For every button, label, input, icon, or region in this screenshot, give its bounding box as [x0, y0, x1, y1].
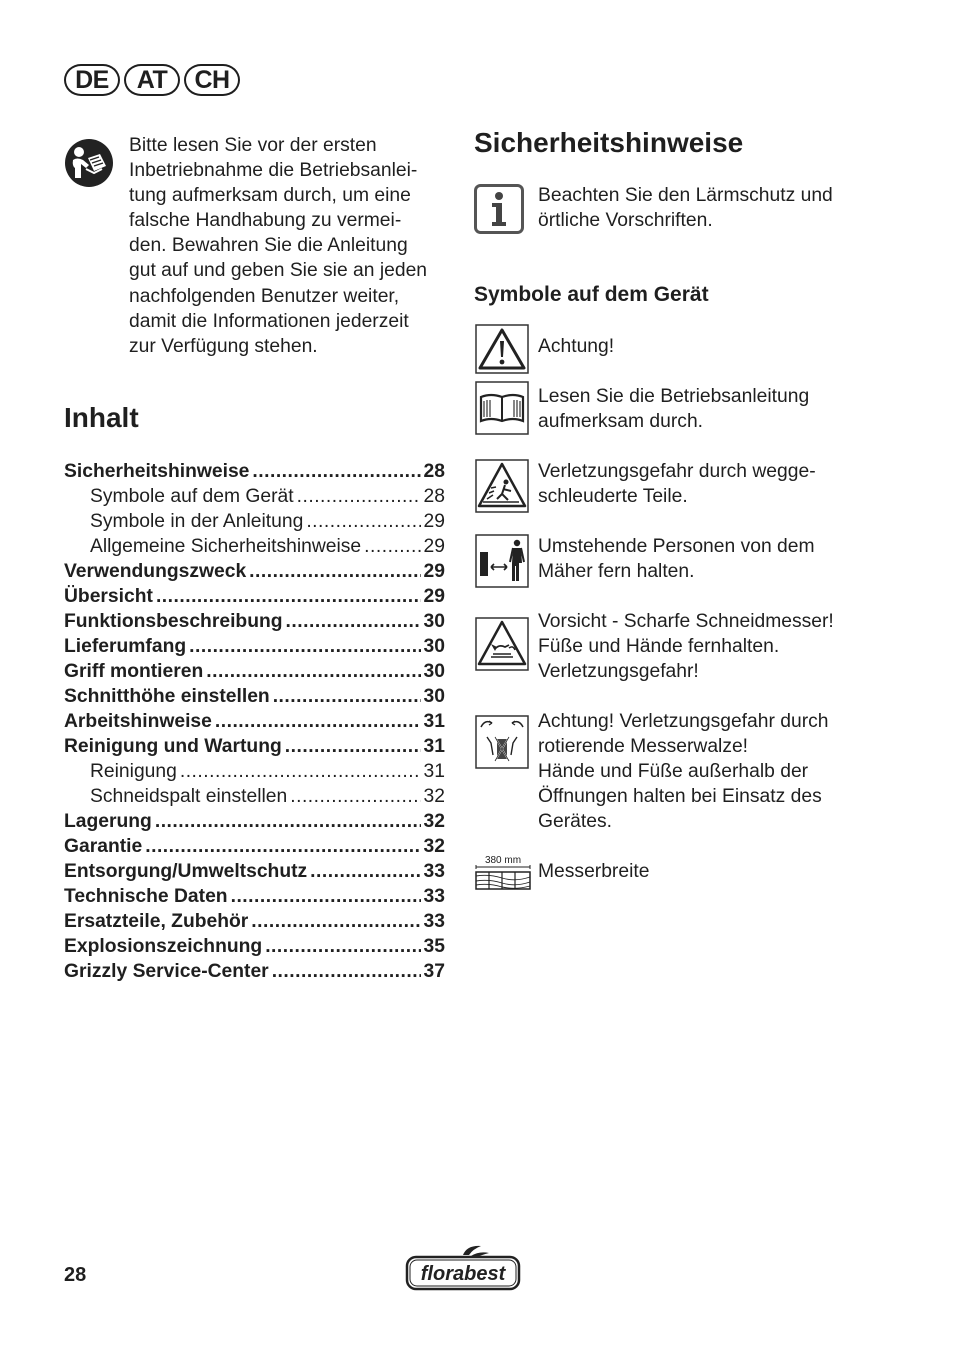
- toc-leader-dots: [180, 759, 421, 784]
- toc-entry[interactable]: [64, 634, 445, 659]
- country-badge-ch: CH: [184, 64, 240, 96]
- toc-leader-dots: [265, 934, 420, 959]
- open-book-icon: [475, 381, 529, 435]
- toc-leader-dots: [310, 859, 420, 884]
- toc-entry-label: Sicherheitshinweise: [64, 461, 250, 482]
- toc-entry-page: 32: [423, 811, 445, 832]
- toc-leader-dots: [156, 584, 421, 609]
- page-number: 28: [64, 1264, 87, 1286]
- toc-entry[interactable]: [64, 659, 445, 684]
- sharp-blades-icon: [475, 617, 529, 671]
- toc-entry-label: Ersatzteile, Zubehör: [64, 911, 249, 932]
- toc-entry-page: 33: [423, 886, 445, 907]
- toc-leader-dots: [206, 659, 420, 684]
- toc-entry-label: Griff montieren: [64, 661, 204, 682]
- intro-paragraph: Bitte lesen Sie vor der ersten Inbetriebnahme die Betriebsanlei- tung aufmerksam durch, um eine falsche Handhabung zu vermei- den. Bewahren Sie die Anleitung gut auf und geben Sie sie an jeden nachfolgenden Benutzer weiter, damit die Informationen jederzeit zur Verfügung stehen.: [129, 135, 428, 357]
- toc-entry-page: 30: [423, 661, 445, 682]
- toc-entry[interactable]: [64, 534, 445, 559]
- toc-entry-label: Arbeitshinweise: [64, 711, 212, 732]
- noise-protection-note: Beachten Sie den Lärmschutz und örtliche Vorschriften.: [538, 185, 833, 232]
- toc-entry[interactable]: [64, 459, 445, 484]
- symbol-text-warning: Achtung!: [538, 336, 615, 357]
- toc-entry-label: Übersicht: [64, 586, 153, 607]
- toc-entry[interactable]: [64, 909, 445, 934]
- info-icon: [474, 184, 524, 234]
- toc-entry[interactable]: [64, 784, 445, 809]
- toc-entry[interactable]: [64, 709, 445, 734]
- logo-wordmark: florabest: [420, 1263, 506, 1285]
- toc-entry[interactable]: [64, 884, 445, 909]
- toc-entry[interactable]: [64, 484, 445, 509]
- cutting-width-icon: [474, 852, 532, 892]
- country-badge-at: AT: [124, 64, 180, 96]
- toc-leader-dots: [306, 509, 420, 534]
- toc-leader-dots: [286, 609, 421, 634]
- toc-entry-page: 30: [423, 686, 445, 707]
- toc-entry[interactable]: [64, 559, 445, 584]
- toc-leader-dots: [290, 784, 420, 809]
- toc-entry[interactable]: [64, 759, 445, 784]
- toc-entry-page: 35: [423, 936, 445, 957]
- toc-entry-label: Explosionszeichnung: [64, 936, 263, 957]
- toc-leader-dots: [251, 909, 420, 934]
- country-badge-de: DE: [64, 64, 120, 96]
- toc-entry-label: Reinigung und Wartung: [64, 736, 282, 757]
- toc-entry-page: 37: [423, 961, 445, 982]
- toc-entry-page: 32: [423, 836, 445, 857]
- toc-entry-page: 28: [423, 486, 445, 507]
- toc-leader-dots: [249, 559, 420, 584]
- toc-leader-dots: [145, 834, 420, 859]
- toc-entry[interactable]: [64, 809, 445, 834]
- toc-entry[interactable]: [64, 859, 445, 884]
- toc-entry-label: Lagerung: [64, 811, 152, 832]
- toc-entry-page: 31: [423, 761, 445, 782]
- toc-leader-dots: [231, 884, 421, 909]
- toc-entry-label: Schnitthöhe einstellen: [64, 686, 270, 707]
- cutting-width-label: 380 mm: [484, 855, 522, 866]
- toc-entry-page: 32: [423, 786, 445, 807]
- toc-entry[interactable]: [64, 684, 445, 709]
- toc-entry-page: 28: [423, 461, 445, 482]
- toc-entry-page: 30: [423, 636, 445, 657]
- toc-entry[interactable]: [64, 934, 445, 959]
- toc-entry[interactable]: [64, 734, 445, 759]
- rotating-cylinder-icon: [475, 715, 529, 769]
- toc-entry-label: Verwendungszweck: [64, 561, 247, 582]
- toc-entry-label: Symbole auf dem Gerät: [90, 486, 294, 507]
- table-of-contents: [64, 459, 445, 984]
- florabest-logo: [405, 1243, 521, 1291]
- flying-debris-icon: [475, 459, 529, 513]
- contents-heading: Inhalt: [64, 402, 139, 433]
- toc-entry-page: 33: [423, 911, 445, 932]
- toc-entry-label: Reinigung: [90, 761, 177, 782]
- toc-entry-page: 29: [423, 511, 445, 532]
- symbol-text-keep-distance: Umstehende Personen von dem Mäher fern halten.: [538, 536, 815, 582]
- safety-heading: Sicherheitshinweise: [474, 127, 744, 158]
- toc-leader-dots: [155, 809, 421, 834]
- toc-entry-label: Technische Daten: [64, 886, 228, 907]
- toc-leader-dots: [215, 709, 421, 734]
- country-badges: [64, 64, 240, 96]
- toc-leader-dots: [297, 484, 421, 509]
- symbol-text-flying-debris: Verletzungsgefahr durch wegge- schleuderte Teile.: [538, 461, 816, 507]
- toc-entry-label: Entsorgung/Umweltschutz: [64, 861, 308, 882]
- toc-leader-dots: [364, 534, 420, 559]
- toc-leader-dots: [252, 459, 420, 484]
- toc-entry-label: Symbole in der Anleitung: [90, 511, 304, 532]
- toc-entry-page: 31: [423, 711, 445, 732]
- toc-entry-label: Grizzly Service-Center: [64, 961, 269, 982]
- toc-entry-label: Allgemeine Sicherheitshinweise: [90, 536, 362, 557]
- toc-leader-dots: [189, 634, 420, 659]
- toc-entry-page: 29: [423, 536, 445, 557]
- toc-entry-page: 29: [423, 586, 445, 607]
- keep-distance-icon: [475, 534, 529, 588]
- symbol-text-rotating-cylinder: Achtung! Verletzungsgefahr durch rotierende Messerwalze! Hände und Füße außerhalb der Öffnungen halten bei Einsatz des Gerätes.: [538, 711, 829, 832]
- toc-entry-page: 30: [423, 611, 445, 632]
- device-symbols-heading: Symbole auf dem Gerät: [474, 283, 709, 306]
- toc-entry-page: 33: [423, 861, 445, 882]
- toc-leader-dots: [285, 734, 421, 759]
- toc-entry[interactable]: [64, 834, 445, 859]
- toc-entry[interactable]: [64, 509, 445, 534]
- toc-entry-label: Funktionsbeschreibung: [64, 611, 283, 632]
- warning-triangle-icon: [475, 322, 529, 376]
- read-manual-icon: [64, 138, 114, 188]
- toc-entry[interactable]: [64, 609, 445, 634]
- toc-entry-label: Lieferumfang: [64, 636, 187, 657]
- toc-entry[interactable]: [64, 584, 445, 609]
- toc-entry-page: 31: [423, 736, 445, 757]
- toc-leader-dots: [273, 684, 421, 709]
- symbol-text-sharp-blades: Vorsicht - Scharfe Schneidmesser! Füße und Hände fernhalten. Verletzungsgefahr!: [538, 611, 834, 682]
- toc-entry[interactable]: [64, 959, 445, 984]
- toc-entry-label: Schneidspalt einstellen: [90, 786, 288, 807]
- toc-entry-label: Garantie: [64, 836, 143, 857]
- symbol-text-read-manual: Lesen Sie die Betriebsanleitung aufmerksam durch.: [538, 386, 810, 432]
- symbol-text-cutting-width: Messerbreite: [538, 861, 650, 882]
- toc-entry-page: 29: [423, 561, 445, 582]
- toc-leader-dots: [272, 959, 421, 984]
